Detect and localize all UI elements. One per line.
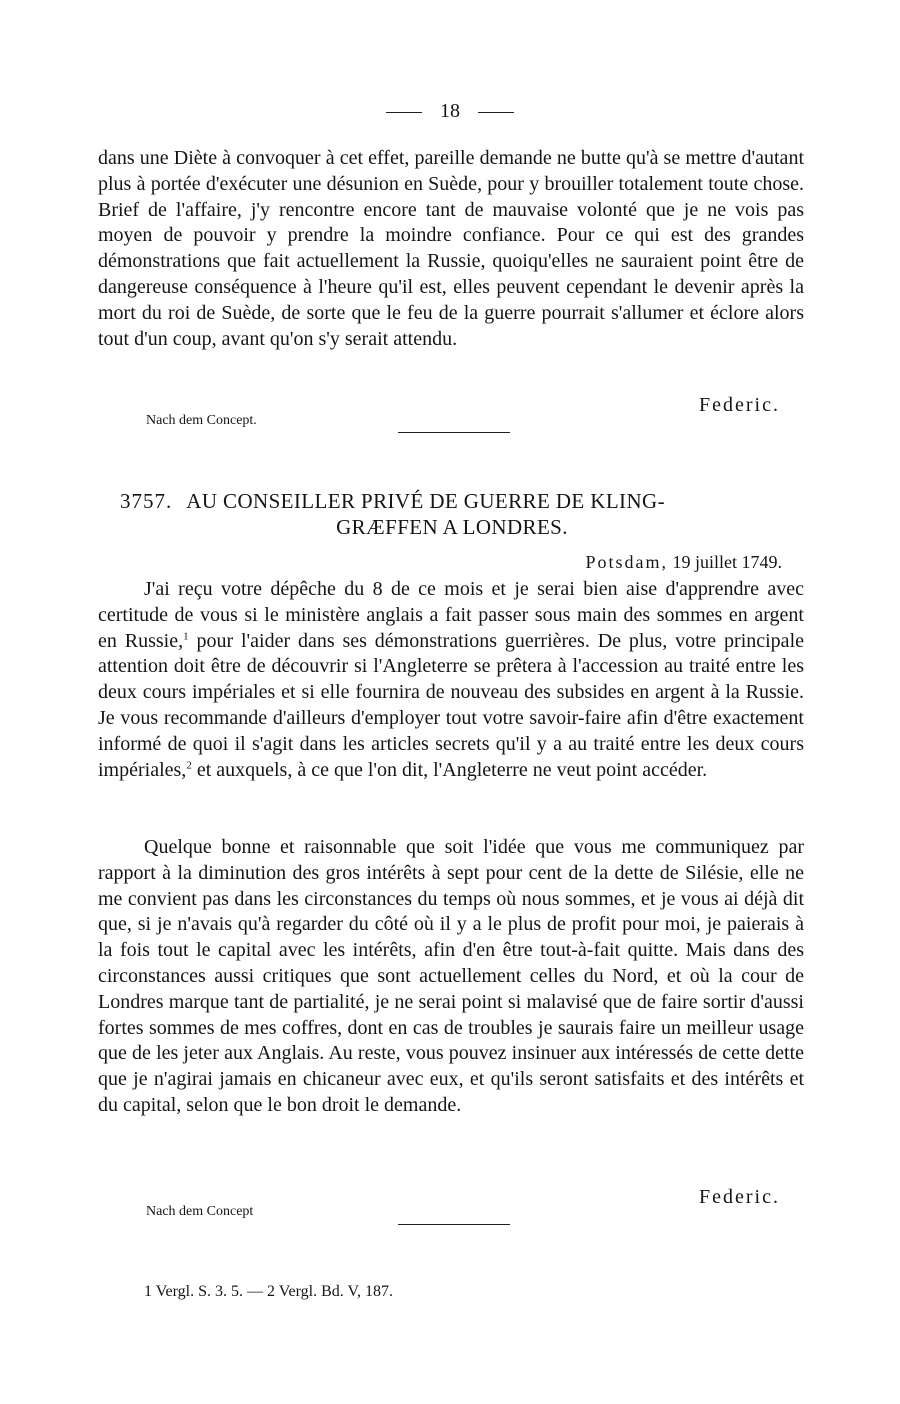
footnote-ref-2: 2 — [186, 758, 192, 771]
end-divider — [398, 1224, 510, 1225]
page-number: 18 — [440, 100, 460, 122]
letter-signature: Federic. — [699, 1186, 780, 1208]
letter-heading-line2: GRÆFFEN A LONDRES. — [336, 515, 568, 539]
letter-place: Potsdam, — [585, 552, 668, 572]
letter-paragraph-2: Quelque bonne et raisonnable que soit l'idée que vous me communiquez par rapport à la diminution des gros intérêts à sept pour cent de la dette de Silésie, elle ne me convient pas dans les circonstances du temps où nous sommes, et je vous ai déjà dit que, si je n'avais qu'à regarder du côté où il y a le plus de profit pour moi, je paierais à la fois tout le capital avec les intérêts, afin d'en être tout-à-fait quitte. Mais dans des circonstances aussi critiques que sont actuellement celles du Nord, et où la cour de Londres marque tant de partialité, je ne serai point si malavisé que de faire sortir d'aussi fortes sommes de mes coffres, dont en cas de troubles je saurais faire un meilleur usage que de les jeter aux Anglais. Au reste, vous pouvez insinuer aux intéressés de cette dette que je n'agirai jamais en chicaneur avec eux, et qu'ils seront satisfaits et des intérêts et du capital, selon que le bon droit le demande. — [98, 836, 804, 1116]
footnotes — [144, 1281, 393, 1303]
letter-dateline — [585, 550, 782, 574]
header-dash-left — [386, 112, 422, 113]
letter-heading-line1: AU CONSEILLER PRIVÉ DE GUERRE DE KLING- — [186, 489, 665, 513]
previous-letter-source: Nach dem Concept. — [146, 413, 257, 428]
previous-letter-signature: Federic. — [699, 394, 780, 416]
footnote-2-text: Vergl. Bd. V, 187. — [278, 1283, 393, 1300]
page-number-header — [0, 98, 900, 124]
footnote-ref-1: 1 — [183, 629, 189, 642]
header-dash-right — [478, 112, 514, 113]
footnote-2-mark: 2 — [266, 1283, 275, 1300]
footnote-1-text: Vergl. S. 3. 5. — [155, 1283, 243, 1300]
letter-source: Nach dem Concept — [146, 1204, 254, 1219]
footnote-1-mark: 1 — [144, 1283, 152, 1300]
letter-paragraph-1 — [98, 577, 804, 783]
paragraph-1-part-c: et auxquels, à ce que l'on dit, l'Angleterre ne veut point accéder. — [191, 758, 708, 781]
paragraph-1-part-b: pour l'aider dans ses démonstrations guerrières. De plus, votre principale attention doit être de découvrir si l'Angleterre se prêtera à l'accession au traité entre les deux cours impériales et si elle fournira de nouveau des subsides en argent à la Russie. Je vous recommande d'ailleurs d'employer tout votre savoir-faire afin d'être exactement informé de quoi il s'agit dans les articles secrets qu'il y a au traité entre les deux cours impériales, — [98, 629, 804, 781]
footnote-separator: — — [246, 1283, 263, 1300]
letter-date: 19 juillet 1749. — [672, 552, 782, 572]
paragraph-1-part-a: J'ai reçu votre dépêche du 8 de ce mois et je serai bien aise d'apprendre avec certitude de vous si le ministère anglais a fait passer sous main des sommes en argent en Russie, — [98, 578, 804, 652]
previous-letter-text: dans une Diète à convoquer à cet effet, pareille demande ne butte qu'à se mettre d'autant plus à portée d'exécuter une désunion en Suède, pour y brouiller totalement toute chose. Brief de l'affaire, j'y rencontre encore tant de mauvaise volonté que je ne vois pas moyen de pouvoir y prendre la moindre confiance. Pour ce qui est des grandes démonstrations que fait actuellement la Russie, quoiqu'elles ne sauraient point être de dangereuse conséquence à l'heure qu'il est, elles peuvent cependant le devenir après la mort du roi de Suède, de sorte que le feu de la guerre pourrait s'allumer et éclore alors tout d'un coup, avant qu'on s'y serait attendu. — [98, 147, 804, 350]
letter-number: 3757. — [120, 489, 173, 513]
letter-heading — [120, 488, 784, 540]
section-divider — [398, 432, 510, 433]
